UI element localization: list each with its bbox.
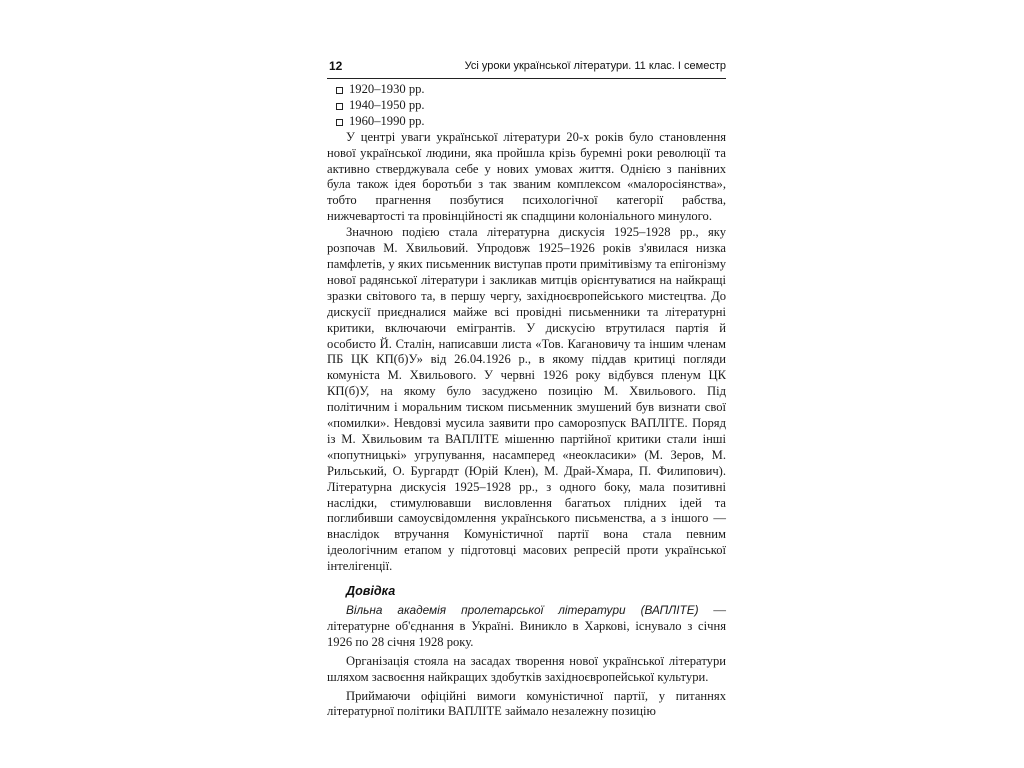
list-item xyxy=(327,82,726,98)
paragraph-intro: У центрі уваги української літератури 20-х років було становлення нової української людини, яка пройшла крізь буремні роки революції та активно стверджувала себе у нових умовах життя. Однією з панівних була також ідея боротьби з так званим комплексом «малоросіянства», тобто прагнення позбутися психологічної категорії рабства, нижчевартості та провінційності як спадщини колоніального минулого. xyxy=(327,129,726,224)
reference-definition xyxy=(327,603,726,651)
reference-paragraph: Організація стояла на засадах творення нової української літератури шляхом засвоєння найкращих здобутків західноєвропейської культури. xyxy=(327,653,726,684)
list-item-text: 1920–1930 рр. xyxy=(349,82,425,96)
running-title: Усі уроки української літератури. 11 клас. I семестр xyxy=(464,60,726,72)
paragraph-discussion: Значною подією стала літературна дискусія 1925–1928 рр., яку розпочав М. Хвильовий. Упродовж 1925–1926 років з'явилася низка памфлетів, у яких письменник виступав проти примітивізму та епігонізму нової радянської літератури і закликав митців орієнтуватися на найкращі зразки світового та, в першу чергу, західноєвропейського мистецтва. До дискусії приєдналися майже всі провідні письменники та літературні критики, включаючи емігрантів. У дискусію втрутилася партія й особисто Й. Сталін, написавши листа «Тов. Кагановичу та іншим членам ПБ ЦК КП(б)У» від 26.04.1926 р., в якому піддав критиці погляди комуніста М. Хвильового. У червні 1926 року відбувся пленум ЦК КП(б)У, на якому було засуджено позицію М. Хвильового. Під політичним і моральним тиском письменник змушений був визнати свої «помилки». Невдовзі мусила заявити про саморозпуск ВАПЛІТЕ. Поряд із М. Хвильовим та ВАПЛІТЕ мішенню партійної критики стали інші «попутницькі» угрупування, насамперед «неокласики» (М. Зеров, М. Рильський, О. Бургардт (Юрій Клен), М. Драй-Хмара, П. Филипович). Літературна дискусія 1925–1928 рр., з одного боку, мала позитивні наслідки, стимулювавши висловлення багатьох плідних ідей та поглибивши самоусвідомлення українського письменства, а з іншого — внаслідок втручання Комуністичної партії вона стала певним ідеологічним етапом у підготовці масових репресій проти української інтелігенції. xyxy=(327,225,726,574)
page-number: 12 xyxy=(329,59,343,73)
reference-term: Вільна академія пролетарської літератури (ВАПЛІТЕ) xyxy=(346,603,699,617)
square-bullet-icon xyxy=(336,103,343,110)
reference-box xyxy=(327,584,726,720)
reference-paragraph: Приймаючи офіційні вимоги комуністичної партії, у питаннях літературної політики ВАПЛІТЕ займало незалежну позицію xyxy=(327,688,726,719)
list-item xyxy=(327,114,726,130)
square-bullet-icon xyxy=(336,119,343,126)
list-item-text: 1960–1990 рр. xyxy=(349,113,425,128)
reference-definition-text: — літературне об'єднання в Україні. Виникло в Харкові, існувало з січня 1926 по 28 січня 1928 року. xyxy=(327,603,726,649)
reference-title: Довідка xyxy=(346,584,396,599)
list-item-text: 1940–1950 рр. xyxy=(349,97,425,112)
square-bullet-icon xyxy=(336,87,343,94)
list-item xyxy=(327,98,726,114)
page-header xyxy=(327,56,726,79)
period-list xyxy=(327,82,726,130)
book-page xyxy=(327,56,726,768)
page-body xyxy=(327,82,726,723)
